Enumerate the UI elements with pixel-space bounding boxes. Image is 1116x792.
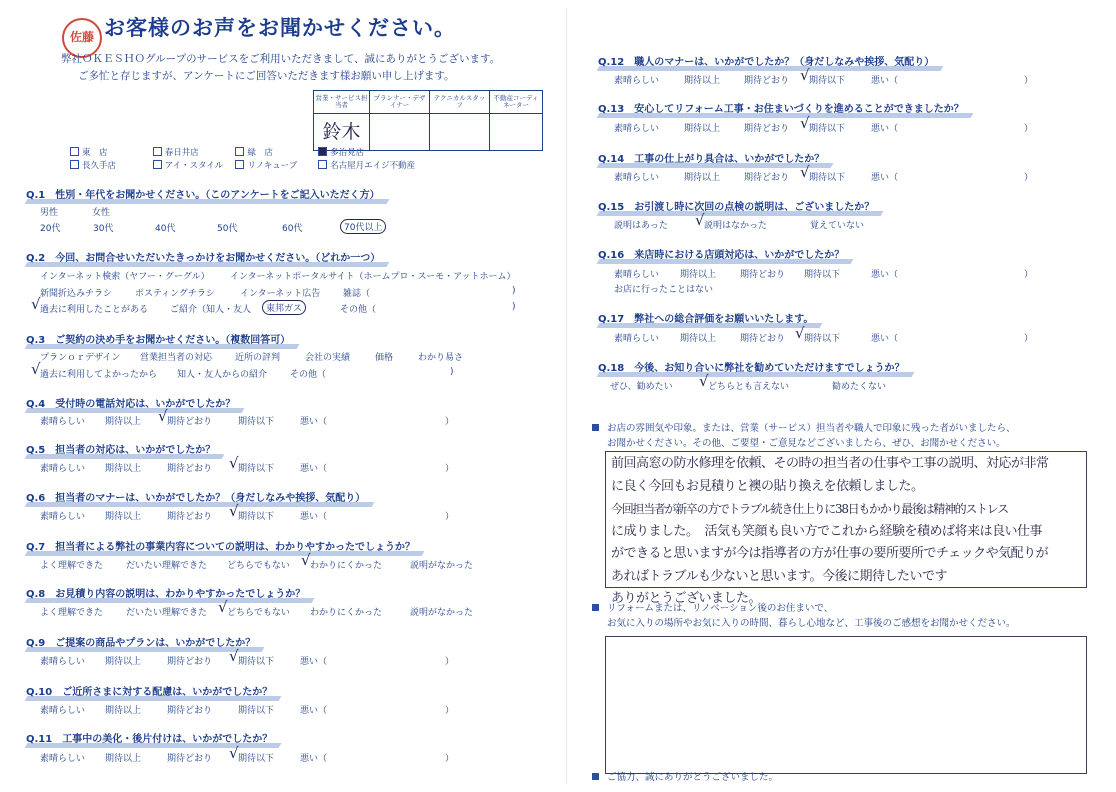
option-selected[interactable]: √ 期待以下	[795, 324, 841, 344]
option[interactable]: 悪い（	[300, 512, 328, 522]
option[interactable]: 勧めたくない	[832, 382, 887, 392]
handwriting-line: ありがとうございました。	[611, 591, 762, 606]
question-8: Q.8 お見積り内容の説明は、わかりやすかったでしょうか？	[26, 585, 305, 600]
option[interactable]: 期待どおり	[167, 657, 213, 667]
handwriting-line: あればトラブルも少ないと思います。今後に期待したいです	[611, 568, 947, 584]
question-5: Q.5 担当者の対応は、いかがでしたか？	[26, 441, 215, 456]
option[interactable]: よく理解できた	[40, 608, 104, 618]
paren-close: )	[450, 367, 454, 377]
option[interactable]: わかり易さ	[418, 353, 464, 363]
option-selected[interactable]: √ どちらでもない	[218, 598, 290, 618]
intro-line-1: 弊社ＯＫＥＳＨＯグループのサービスをご利用いただきまして、誠にありがとうございます。	[61, 53, 501, 65]
option[interactable]: だいたい理解できた	[126, 608, 208, 618]
option[interactable]: 20代	[40, 224, 61, 234]
checkbox-icon	[235, 147, 244, 156]
store-option[interactable]: リノキューブ	[235, 159, 315, 171]
staff-header-realestate: 不動産コーディネーター	[490, 91, 543, 114]
option[interactable]: 素晴らしい	[40, 657, 86, 667]
option[interactable]: わかりにくかった	[310, 608, 383, 618]
option[interactable]: 説明がなかった	[410, 608, 474, 618]
option[interactable]: お店に行ったことはない	[614, 285, 714, 295]
option[interactable]: プランｏｒデザイン	[40, 353, 121, 363]
option[interactable]: 期待以上	[684, 124, 721, 134]
option[interactable]: 期待どおり	[167, 464, 213, 474]
option[interactable]: 悪い（	[871, 173, 899, 183]
seal-stamp: 佐藤	[62, 18, 102, 58]
question-3: Q.3 ご契約の決め手をお聞かせください。（複数回答可）	[26, 331, 290, 346]
paren-close: )	[512, 302, 516, 312]
center-divider	[566, 8, 567, 784]
question-18: Q.18 今後、お知り合いに弊社を勧めていただけますでしょうか？	[598, 359, 905, 374]
page-title: お客様のお声をお聞かせください。	[104, 16, 456, 40]
option[interactable]: 40代	[155, 224, 176, 234]
square-bullet-icon	[592, 604, 599, 611]
checked-box-icon	[318, 147, 327, 156]
option[interactable]: インターネット検索（ヤフー・グーグル）	[40, 272, 210, 282]
option[interactable]: 悪い（	[871, 334, 899, 344]
comments-heading	[592, 421, 1016, 451]
option[interactable]: 期待以下	[804, 270, 841, 280]
option[interactable]: 期待以上	[105, 754, 142, 764]
handwriting-line: に成りました。 活気も笑顔も良い方でこれから経験を積めば将来は良い仕事	[611, 523, 1043, 539]
option[interactable]: 説明がなかった	[410, 561, 474, 571]
paren-close: ）	[445, 417, 455, 427]
question-4: Q.4 受付時の電話対応は、いかがでしたか？	[26, 395, 235, 410]
paren-close: ）	[445, 464, 455, 474]
question-12: Q.12 職人のマナーは、いかがでしたか？（身だしなみや挨拶、気配り）	[598, 53, 934, 68]
option[interactable]: 素晴らしい	[614, 124, 660, 134]
staff-sales-cell[interactable]	[314, 114, 370, 151]
option[interactable]: 悪い（	[871, 124, 899, 134]
reform-heading-line-1: リフォームまたは、リノベーション後のお住まいで、	[592, 601, 1016, 616]
square-bullet-icon	[592, 773, 599, 780]
question-1: Q.1 性別・年代をお聞かせください。（このアンケートをご記入いただく方）	[26, 186, 380, 201]
option[interactable]: 30代	[93, 224, 114, 234]
option-selected[interactable]: √ 過去に利用してよかったから	[31, 360, 158, 380]
option[interactable]: 素晴らしい	[614, 334, 660, 344]
option-selected[interactable]: √ 説明はなかった	[695, 211, 768, 231]
comments-heading-line-2: お聞かせください。その他、ご要望・ご意見などございましたら、ぜひ、お聞かせください。	[607, 438, 1006, 449]
option[interactable]: 期待どおり	[740, 334, 786, 344]
option[interactable]: その他（	[340, 305, 377, 315]
option[interactable]: 素晴らしい	[614, 76, 660, 86]
check-mark-icon: √	[800, 66, 810, 84]
option[interactable]: 説明はあった	[614, 221, 668, 231]
check-mark-icon: √	[800, 114, 810, 132]
footer-thanks: ご協力、誠にありがとうございました。	[592, 770, 778, 785]
option[interactable]: 素晴らしい	[40, 754, 86, 764]
paren-close: ）	[445, 657, 455, 667]
comments-heading-line-1: お店の雰囲気や印象。または、営業（サービス）担当者や職人で印象に残った者がいましたら、	[592, 421, 1016, 436]
check-mark-icon: √	[229, 647, 239, 665]
option[interactable]: 近所の評判	[235, 353, 281, 363]
staff-header-sales: 営業・サービス担当者	[314, 91, 370, 114]
question-7: Q.7 担当者による弊社の事業内容についての説明は、わかりやすかったでしょうか？	[26, 538, 415, 553]
store-row-1	[70, 146, 398, 158]
paren-close: ）	[1024, 124, 1034, 134]
check-mark-icon: √	[301, 551, 311, 569]
check-mark-icon: √	[158, 407, 168, 425]
option[interactable]: 期待以上	[680, 270, 717, 280]
check-mark-icon: √	[31, 360, 41, 378]
option-selected[interactable]: √ 期待以下	[229, 647, 275, 667]
paren-close: ）	[445, 512, 455, 522]
option[interactable]: 悪い（	[300, 417, 328, 427]
paren-close: ）	[1024, 173, 1034, 183]
checkbox-icon	[235, 160, 244, 169]
check-mark-icon: √	[229, 502, 239, 520]
option[interactable]: インターネットポータルサイト（ホームプロ・スーモ・アットホーム）	[230, 272, 516, 282]
paren-close: ）	[1024, 76, 1034, 86]
checkbox-icon	[70, 147, 79, 156]
checkbox-icon	[318, 160, 327, 169]
option[interactable]: 会社の実績	[305, 353, 351, 363]
comments-box[interactable]	[605, 451, 1087, 606]
option[interactable]: ポスティングチラシ	[135, 289, 215, 299]
option[interactable]: 悪い（	[871, 76, 899, 86]
staff-header-technical: テクニカルスタッフ	[430, 91, 490, 114]
option-selected[interactable]: √ 期待以下	[229, 744, 275, 764]
comments-handwriting	[611, 453, 1049, 611]
question-10: Q.10 ご近所さまに対する配慮は、いかがでしたか？	[26, 683, 272, 698]
store-row-2	[70, 159, 438, 171]
paren-close: )	[512, 286, 516, 296]
option[interactable]: 期待どおり	[744, 173, 790, 183]
option[interactable]: だいたい理解できた	[126, 561, 208, 571]
option[interactable]: 期待以上	[680, 334, 717, 344]
option[interactable]: 素晴らしい	[40, 512, 86, 522]
staff-header-planner: プランナー・デザイナー	[370, 91, 430, 114]
staff-technical-cell[interactable]	[430, 114, 490, 151]
option[interactable]: 期待どおり	[744, 76, 790, 86]
option-selected[interactable]: √ 過去に利用したことがある	[31, 295, 149, 315]
staff-realestate-cell[interactable]	[490, 114, 543, 151]
option[interactable]: 素晴らしい	[40, 706, 86, 716]
question-14: Q.14 工事の仕上がり具合は、いかがでしたか？	[598, 150, 824, 165]
check-mark-icon: √	[695, 211, 705, 229]
intro-line-2: ご多忙と存じますが、アンケートにご回答いただきます様お願い申し上げます。	[78, 70, 455, 82]
store-option-selected[interactable]: 多治見店	[318, 146, 398, 158]
question-13: Q.13 安心してリフォーム工事・お住まいづくりを進めることができましたか？	[598, 100, 964, 115]
option-selected[interactable]: √ 期待どおり	[158, 407, 213, 427]
option[interactable]: 期待以上	[105, 706, 142, 716]
option[interactable]: ぜひ、勧めたい	[610, 382, 673, 392]
square-bullet-icon	[592, 424, 599, 431]
option[interactable]: 期待どおり	[167, 754, 213, 764]
option-selected[interactable]: √ わかりにくかった	[301, 551, 383, 571]
staff-planner-cell[interactable]	[370, 114, 430, 151]
question-6: Q.6 担当者のマナーは、いかがでしたか？（身だしなみや挨拶、気配り）	[26, 489, 365, 504]
option[interactable]: 期待どおり	[167, 706, 213, 716]
option[interactable]: 雑誌（	[343, 289, 371, 299]
checkbox-icon	[70, 160, 79, 169]
option-selected[interactable]: √ 期待以下	[229, 454, 275, 474]
paren-close: ）	[1024, 270, 1034, 280]
option[interactable]: 期待以上	[105, 657, 142, 667]
paren-close: ）	[1024, 334, 1034, 344]
check-mark-icon: √	[699, 372, 709, 390]
question-11: Q.11 工事中の美化・後片付けは、いかがでしたか？	[26, 730, 272, 745]
checkbox-icon	[153, 160, 162, 169]
option-selected[interactable]: √ 期待以下	[800, 114, 846, 134]
option[interactable]: 悪い（	[871, 270, 899, 280]
option-selected[interactable]: 70代以上	[340, 219, 386, 234]
store-option[interactable]: アイ・スタイル	[153, 159, 233, 171]
check-mark-icon: √	[218, 598, 228, 616]
paren-close: ）	[445, 754, 455, 764]
option-selected[interactable]: √ 期待以下	[229, 502, 275, 522]
question-17: Q.17 弊社への総合評価をお願いいたします。	[598, 310, 813, 325]
check-mark-icon: √	[31, 295, 41, 313]
option-selected[interactable]: √ どちらとも言えない	[699, 372, 790, 392]
option[interactable]: 価格	[375, 353, 394, 363]
staff-sales-name: 鈴木	[322, 120, 361, 143]
option[interactable]: 期待どおり	[744, 124, 790, 134]
option[interactable]: 期待以下	[238, 706, 275, 716]
reform-heading-line-2: お気に入りの場所やお気に入りの時間、暮らし心地など、工事後のご感想をお聞かせください。	[607, 618, 1016, 629]
option[interactable]: 素晴らしい	[614, 270, 660, 280]
option[interactable]: 営業担当者の対応	[140, 353, 213, 363]
reform-heading	[592, 601, 1016, 631]
option[interactable]: 新聞折込みチラシ	[40, 289, 113, 299]
option[interactable]: ご紹介（知人・友人	[170, 305, 252, 315]
option[interactable]: 素晴らしい	[614, 173, 660, 183]
store-option[interactable]: 名古屋月エイジ不動産	[318, 159, 438, 171]
store-option[interactable]: 長久手店	[70, 159, 150, 171]
option[interactable]: 期待どおり	[740, 270, 786, 280]
option-selected[interactable]: √ 期待以下	[800, 66, 846, 86]
store-option[interactable]: 緑 店	[235, 146, 315, 158]
check-mark-icon: √	[229, 744, 239, 762]
option[interactable]: どちらでもない	[227, 561, 290, 571]
option-selected[interactable]: √ 期待以下	[800, 163, 846, 183]
check-mark-icon: √	[800, 163, 810, 181]
check-mark-icon: √	[795, 324, 805, 342]
question-9: Q.9 ご提案の商品やプランは、いかがでしたか？	[26, 634, 255, 649]
option[interactable]: 悪い（	[300, 706, 328, 716]
handwriting-line: 前回高窓の防水修理を依頼、その時の担当者の仕事や工事の説明、対応が非常	[611, 456, 1049, 471]
store-option[interactable]: 東 店	[70, 146, 150, 158]
option[interactable]: 女性	[92, 208, 111, 218]
option[interactable]: 素晴らしい	[40, 417, 86, 427]
option-write-in[interactable]: 東邦ガス	[262, 300, 306, 315]
option[interactable]: 悪い（	[300, 754, 328, 764]
option[interactable]: 男性	[40, 208, 59, 218]
question-16: Q.16 来店時における店頭対応は、いかがでしたか？	[598, 246, 844, 261]
option[interactable]: 期待以上	[684, 76, 721, 86]
option[interactable]: 期待以上	[684, 173, 721, 183]
option[interactable]: 50代	[217, 224, 238, 234]
option[interactable]: その他（	[290, 370, 327, 380]
option[interactable]: 期待以上	[105, 512, 142, 522]
option[interactable]: 期待以下	[238, 417, 275, 427]
option[interactable]: 悪い（	[300, 657, 328, 667]
checkbox-icon	[153, 147, 162, 156]
option[interactable]: 覚えていない	[810, 221, 865, 231]
question-2: Q.2 今回、お問合せいただいたきっかけをお聞かせください。（どれか一つ）	[26, 249, 380, 264]
option[interactable]: 知人・友人からの紹介	[177, 370, 268, 380]
handwriting-line: に良く今回もお見積りと襖の貼り換えを依頼しました。	[611, 478, 924, 494]
option[interactable]: 60代	[282, 224, 303, 234]
option[interactable]: インターネット広告	[240, 289, 321, 299]
option[interactable]: 素晴らしい	[40, 464, 86, 474]
store-option[interactable]: 春日井店	[153, 146, 233, 158]
paren-close: ）	[445, 706, 455, 716]
staff-sign-table	[313, 90, 543, 151]
option[interactable]: よく理解できた	[40, 561, 104, 571]
handwriting-line: ができると思いますが今は指導者の方が仕事の要所要所でチェックや気配りが	[611, 546, 1049, 561]
check-mark-icon: √	[229, 454, 239, 472]
reform-box[interactable]	[605, 636, 1087, 774]
option[interactable]: 期待以上	[105, 417, 142, 427]
option[interactable]: 悪い（	[300, 464, 328, 474]
option[interactable]: 期待どおり	[167, 512, 213, 522]
question-15: Q.15 お引渡し時に次回の点検の説明は、ございましたか？	[598, 198, 874, 213]
handwriting-line: 今回担当者が新卒の方でトラブル続き仕上りに38日もかかり最後は精神的ストレス	[611, 502, 1008, 516]
option[interactable]: 期待以上	[105, 464, 142, 474]
